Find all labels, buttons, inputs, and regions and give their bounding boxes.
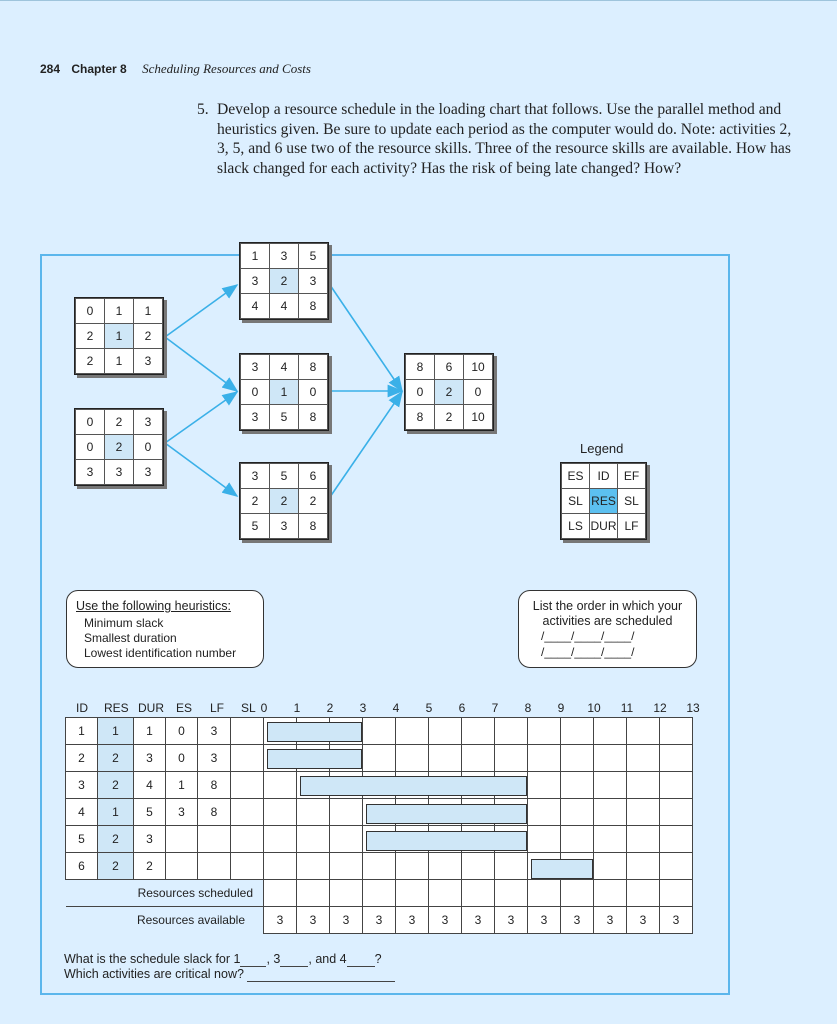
cell-es — [166, 826, 198, 853]
cell-id: 6 — [66, 853, 98, 880]
cell-res: 2 — [98, 826, 134, 853]
slack-blank-3[interactable] — [280, 952, 308, 967]
col-header-dur: DUR — [138, 701, 164, 715]
time-cell[interactable] — [297, 826, 330, 853]
time-cell[interactable] — [561, 745, 594, 772]
resources-scheduled-cell[interactable] — [627, 880, 660, 907]
cell-res: 1 — [98, 799, 134, 826]
node-ls: 2 — [76, 349, 105, 374]
legend-id: ID — [590, 464, 618, 489]
time-cell[interactable] — [495, 718, 528, 745]
slack-question — [64, 952, 382, 967]
legend-dur: DUR — [590, 514, 618, 539]
cell-id: 3 — [66, 772, 98, 799]
legend-lf: LF — [618, 514, 646, 539]
node-ls: 3 — [241, 405, 270, 430]
cell-lf — [198, 853, 231, 880]
cell-res: 1 — [98, 718, 134, 745]
time-cell[interactable] — [561, 826, 594, 853]
time-cell[interactable] — [264, 826, 297, 853]
critical-blank[interactable] — [247, 967, 395, 982]
resources-scheduled-cell[interactable] — [660, 880, 693, 907]
time-cell[interactable] — [330, 799, 363, 826]
time-cell[interactable] — [396, 745, 429, 772]
chart-row — [66, 745, 693, 772]
resources-available-cell: 3 — [495, 907, 528, 934]
node-sl: 3 — [241, 269, 270, 294]
activity-node-1 — [74, 297, 164, 375]
resources-scheduled-cell[interactable] — [363, 880, 396, 907]
time-cell[interactable] — [627, 826, 660, 853]
time-cell[interactable] — [462, 853, 495, 880]
node-id: 4 — [270, 355, 299, 380]
time-axis-label: 5 — [425, 701, 433, 715]
time-cell[interactable] — [660, 772, 693, 799]
time-cell[interactable] — [660, 853, 693, 880]
cell-res: 2 — [98, 745, 134, 772]
cell-es: 1 — [166, 772, 198, 799]
resources-scheduled-cell[interactable] — [330, 880, 363, 907]
resources-scheduled-cell[interactable] — [561, 880, 594, 907]
node-res: 2 — [270, 269, 299, 294]
node-sl: 0 — [299, 380, 328, 405]
col-header-id: ID — [76, 701, 88, 715]
node-res: 1 — [105, 324, 134, 349]
time-axis-label: 6 — [458, 701, 466, 715]
node-res: 2 — [435, 380, 464, 405]
node-ls: 3 — [76, 460, 105, 485]
time-axis-label: 9 — [557, 701, 565, 715]
loading-chart — [65, 717, 693, 934]
cell-sl[interactable] — [231, 718, 264, 745]
node-ef: 1 — [134, 299, 163, 324]
activity-bar-1[interactable] — [267, 722, 362, 742]
node-ef: 8 — [299, 355, 328, 380]
resources-available-row — [66, 907, 693, 934]
time-cell[interactable] — [396, 853, 429, 880]
arrow-3-6 — [330, 285, 402, 391]
critical-question — [64, 967, 395, 982]
time-cell[interactable] — [594, 718, 627, 745]
slack-blank-4[interactable] — [347, 952, 375, 967]
time-cell[interactable] — [594, 826, 627, 853]
node-res: 2 — [105, 435, 134, 460]
time-cell[interactable] — [594, 772, 627, 799]
cell-dur: 2 — [134, 853, 166, 880]
time-cell[interactable] — [627, 745, 660, 772]
node-ef: 10 — [464, 355, 493, 380]
resources-scheduled-cell[interactable] — [396, 880, 429, 907]
node-sl: 3 — [299, 269, 328, 294]
node-sl: 2 — [241, 489, 270, 514]
col-header-sl: SL — [241, 701, 256, 715]
time-cell[interactable] — [627, 853, 660, 880]
legend-box — [560, 462, 647, 540]
time-cell[interactable] — [627, 718, 660, 745]
legend-title: Legend — [580, 441, 624, 456]
time-axis-label: 2 — [326, 701, 334, 715]
time-cell[interactable] — [462, 718, 495, 745]
heuristic-item: Lowest identification number — [84, 646, 237, 660]
cell-sl[interactable] — [231, 745, 264, 772]
resources-scheduled-cell[interactable] — [594, 880, 627, 907]
heuristics-title: Use the following heuristics: — [76, 599, 231, 613]
question-number: 5. — [197, 101, 209, 118]
question-text: Develop a resource schedule in the loading chart that follows. Use the parallel method and heuristics given. Be sure to update each period as the computer would do. Note: activities 2, 3, 5, and 6 use two of the resource skills. Three of the resource skills are available. How has slack changed for each activity? Has the risk of being late changed? How? — [217, 101, 792, 177]
resources-available-cell: 3 — [429, 907, 462, 934]
time-cell[interactable] — [264, 853, 297, 880]
activity-bar-5[interactable] — [366, 831, 527, 851]
heuristic-item: Smallest duration — [84, 631, 177, 645]
time-axis-label: 3 — [359, 701, 367, 715]
node-lf: 3 — [134, 460, 163, 485]
heuristics-box — [66, 590, 264, 668]
legend-es: ES — [562, 464, 590, 489]
activity-bar-3[interactable] — [300, 776, 527, 796]
cell-id: 2 — [66, 745, 98, 772]
node-dur: 4 — [270, 294, 299, 319]
time-cell[interactable] — [528, 745, 561, 772]
node-dur: 5 — [270, 405, 299, 430]
node-es: 3 — [241, 355, 270, 380]
resources-available-cell: 3 — [363, 907, 396, 934]
cell-sl[interactable] — [231, 772, 264, 799]
chapter-subtitle: Scheduling Resources and Costs — [142, 61, 311, 76]
node-dur: 2 — [435, 405, 464, 430]
legend-sl: SL — [618, 489, 646, 514]
col-header-es: ES — [176, 701, 193, 715]
time-axis-label: 12 — [653, 701, 667, 715]
cell-sl[interactable] — [231, 826, 264, 853]
cell-lf: 3 — [198, 718, 231, 745]
critical-question-text: Which activities are critical now? — [64, 967, 244, 981]
node-lf: 10 — [464, 405, 493, 430]
slack-question-part: ? — [374, 952, 382, 966]
order-blank-line[interactable]: /____/____/____/ — [541, 629, 635, 643]
cell-id: 1 — [66, 718, 98, 745]
node-lf: 3 — [134, 349, 163, 374]
arrow-1-2 — [165, 285, 237, 337]
chart-row — [66, 718, 693, 745]
node-lf: 8 — [299, 514, 328, 539]
node-sl: 0 — [76, 435, 105, 460]
time-cell[interactable] — [528, 718, 561, 745]
cell-lf: 3 — [198, 745, 231, 772]
arrow-2-5 — [165, 443, 237, 496]
time-axis-label: 8 — [524, 701, 532, 715]
time-cell[interactable] — [363, 718, 396, 745]
cell-lf: 8 — [198, 799, 231, 826]
resources-available-cell: 3 — [561, 907, 594, 934]
col-header-res: RES — [104, 701, 129, 715]
node-dur: 3 — [270, 514, 299, 539]
col-header-lf: LF — [210, 701, 225, 715]
schedule-order-box — [518, 590, 697, 668]
time-cell[interactable] — [660, 745, 693, 772]
chapter-label: Chapter 8 — [71, 62, 127, 76]
time-cell[interactable] — [297, 799, 330, 826]
cell-id: 5 — [66, 826, 98, 853]
node-sl: 2 — [134, 324, 163, 349]
node-ef: 5 — [299, 244, 328, 269]
activity-node-3 — [239, 242, 329, 320]
node-es: 0 — [76, 410, 105, 435]
cell-dur: 1 — [134, 718, 166, 745]
node-es: 8 — [406, 355, 435, 380]
resources-available-cell: 3 — [396, 907, 429, 934]
legend-ef: EF — [618, 464, 646, 489]
node-sl: 2 — [76, 324, 105, 349]
cell-sl[interactable] — [231, 799, 264, 826]
order-blank-line[interactable]: /____/____/____/ — [541, 645, 635, 659]
node-dur: 3 — [105, 460, 134, 485]
time-cell[interactable] — [627, 799, 660, 826]
resources-available-cell: 3 — [462, 907, 495, 934]
resources-scheduled-cell[interactable] — [297, 880, 330, 907]
time-cell[interactable] — [561, 772, 594, 799]
cell-lf: 8 — [198, 772, 231, 799]
resources-scheduled-cell[interactable] — [462, 880, 495, 907]
node-sl: 0 — [464, 380, 493, 405]
resources-available-cell: 3 — [594, 907, 627, 934]
node-es: 0 — [76, 299, 105, 324]
time-cell[interactable] — [561, 799, 594, 826]
legend-res: RES — [590, 489, 618, 514]
node-id: 3 — [270, 244, 299, 269]
time-cell[interactable] — [594, 799, 627, 826]
node-lf: 8 — [299, 405, 328, 430]
chart-row — [66, 853, 693, 880]
resources-available-cell: 3 — [528, 907, 561, 934]
cell-es: 3 — [166, 799, 198, 826]
cell-res: 2 — [98, 772, 134, 799]
time-cell[interactable] — [561, 718, 594, 745]
legend-sl: SL — [562, 489, 590, 514]
resources-scheduled-cell[interactable] — [429, 880, 462, 907]
heuristic-item: Minimum slack — [84, 616, 164, 630]
node-sl: 0 — [134, 435, 163, 460]
time-axis-label: 1 — [293, 701, 301, 715]
slack-question-part: What is the schedule slack for 1 — [64, 952, 241, 966]
time-cell[interactable] — [330, 826, 363, 853]
slack-question-part: , and 4 — [308, 952, 347, 966]
time-cell[interactable] — [660, 826, 693, 853]
time-axis-label: 7 — [491, 701, 499, 715]
activity-node-5 — [239, 462, 329, 540]
node-ef: 3 — [134, 410, 163, 435]
activity-bar-2[interactable] — [267, 749, 362, 769]
node-ls: 4 — [241, 294, 270, 319]
slack-blank-1[interactable] — [240, 952, 266, 967]
resources-available-cell: 3 — [297, 907, 330, 934]
cell-es — [166, 853, 198, 880]
activity-bar-6[interactable] — [531, 859, 593, 879]
time-cell[interactable] — [429, 745, 462, 772]
time-cell[interactable] — [594, 853, 627, 880]
time-cell[interactable] — [528, 772, 561, 799]
time-cell[interactable] — [627, 772, 660, 799]
node-ls: 8 — [406, 405, 435, 430]
cell-dur: 4 — [134, 772, 166, 799]
time-cell[interactable] — [363, 745, 396, 772]
time-cell[interactable] — [363, 853, 396, 880]
resources-scheduled-cell[interactable] — [495, 880, 528, 907]
node-ef: 6 — [299, 464, 328, 489]
arrow-2-4 — [165, 392, 237, 443]
time-cell[interactable] — [330, 853, 363, 880]
legend-ls: LS — [562, 514, 590, 539]
node-res: 1 — [270, 380, 299, 405]
activity-bar-4[interactable] — [366, 804, 527, 824]
cell-dur: 5 — [134, 799, 166, 826]
node-id: 5 — [270, 464, 299, 489]
time-axis-label: 10 — [587, 701, 601, 715]
page-number: 284 — [40, 62, 61, 76]
cell-lf — [198, 826, 231, 853]
time-cell[interactable] — [528, 799, 561, 826]
resources-available-label: Resources available — [66, 907, 264, 934]
resources-scheduled-cell[interactable] — [528, 880, 561, 907]
cell-sl[interactable] — [231, 853, 264, 880]
node-sl: 0 — [241, 380, 270, 405]
time-cell[interactable] — [429, 853, 462, 880]
node-id: 6 — [435, 355, 464, 380]
time-axis-label: 0 — [260, 701, 268, 715]
node-lf: 8 — [299, 294, 328, 319]
time-cell[interactable] — [660, 718, 693, 745]
time-cell[interactable] — [264, 772, 297, 799]
cell-id: 4 — [66, 799, 98, 826]
resources-scheduled-row — [66, 880, 693, 907]
resources-available-cell: 3 — [330, 907, 363, 934]
node-es: 1 — [241, 244, 270, 269]
time-cell[interactable] — [297, 853, 330, 880]
time-axis-label: 4 — [392, 701, 400, 715]
time-cell[interactable] — [528, 826, 561, 853]
cell-dur: 3 — [134, 826, 166, 853]
node-es: 3 — [241, 464, 270, 489]
node-id: 1 — [105, 299, 134, 324]
node-id: 2 — [105, 410, 134, 435]
resources-available-cell: 3 — [627, 907, 660, 934]
node-sl: 0 — [406, 380, 435, 405]
node-ls: 5 — [241, 514, 270, 539]
resources-scheduled-cell[interactable] — [264, 880, 297, 907]
resources-scheduled-label: Resources scheduled — [137, 886, 253, 900]
time-cell[interactable] — [396, 718, 429, 745]
node-sl: 2 — [299, 489, 328, 514]
time-cell[interactable] — [660, 799, 693, 826]
cell-res: 2 — [98, 853, 134, 880]
time-cell[interactable] — [495, 853, 528, 880]
resources-available-cell: 3 — [660, 907, 693, 934]
time-axis-label: 13 — [686, 701, 700, 715]
arrow-1-3 — [165, 337, 237, 391]
node-dur: 1 — [105, 349, 134, 374]
schedule-order-title: List the order in which your activities are scheduled — [532, 599, 683, 628]
activity-node-6 — [404, 353, 494, 431]
node-res: 2 — [270, 489, 299, 514]
time-cell[interactable] — [429, 718, 462, 745]
cell-es: 0 — [166, 745, 198, 772]
activity-node-2 — [74, 408, 164, 486]
time-cell[interactable] — [594, 745, 627, 772]
resources-available-cell: 3 — [264, 907, 297, 934]
cell-dur: 3 — [134, 745, 166, 772]
cell-es: 0 — [166, 718, 198, 745]
slack-question-part: , 3 — [266, 952, 281, 966]
time-cell[interactable] — [495, 745, 528, 772]
arrow-5-6 — [330, 392, 402, 497]
activity-node-4 — [239, 353, 329, 431]
time-cell[interactable] — [264, 799, 297, 826]
time-cell[interactable] — [462, 745, 495, 772]
time-axis-label: 11 — [620, 701, 634, 715]
